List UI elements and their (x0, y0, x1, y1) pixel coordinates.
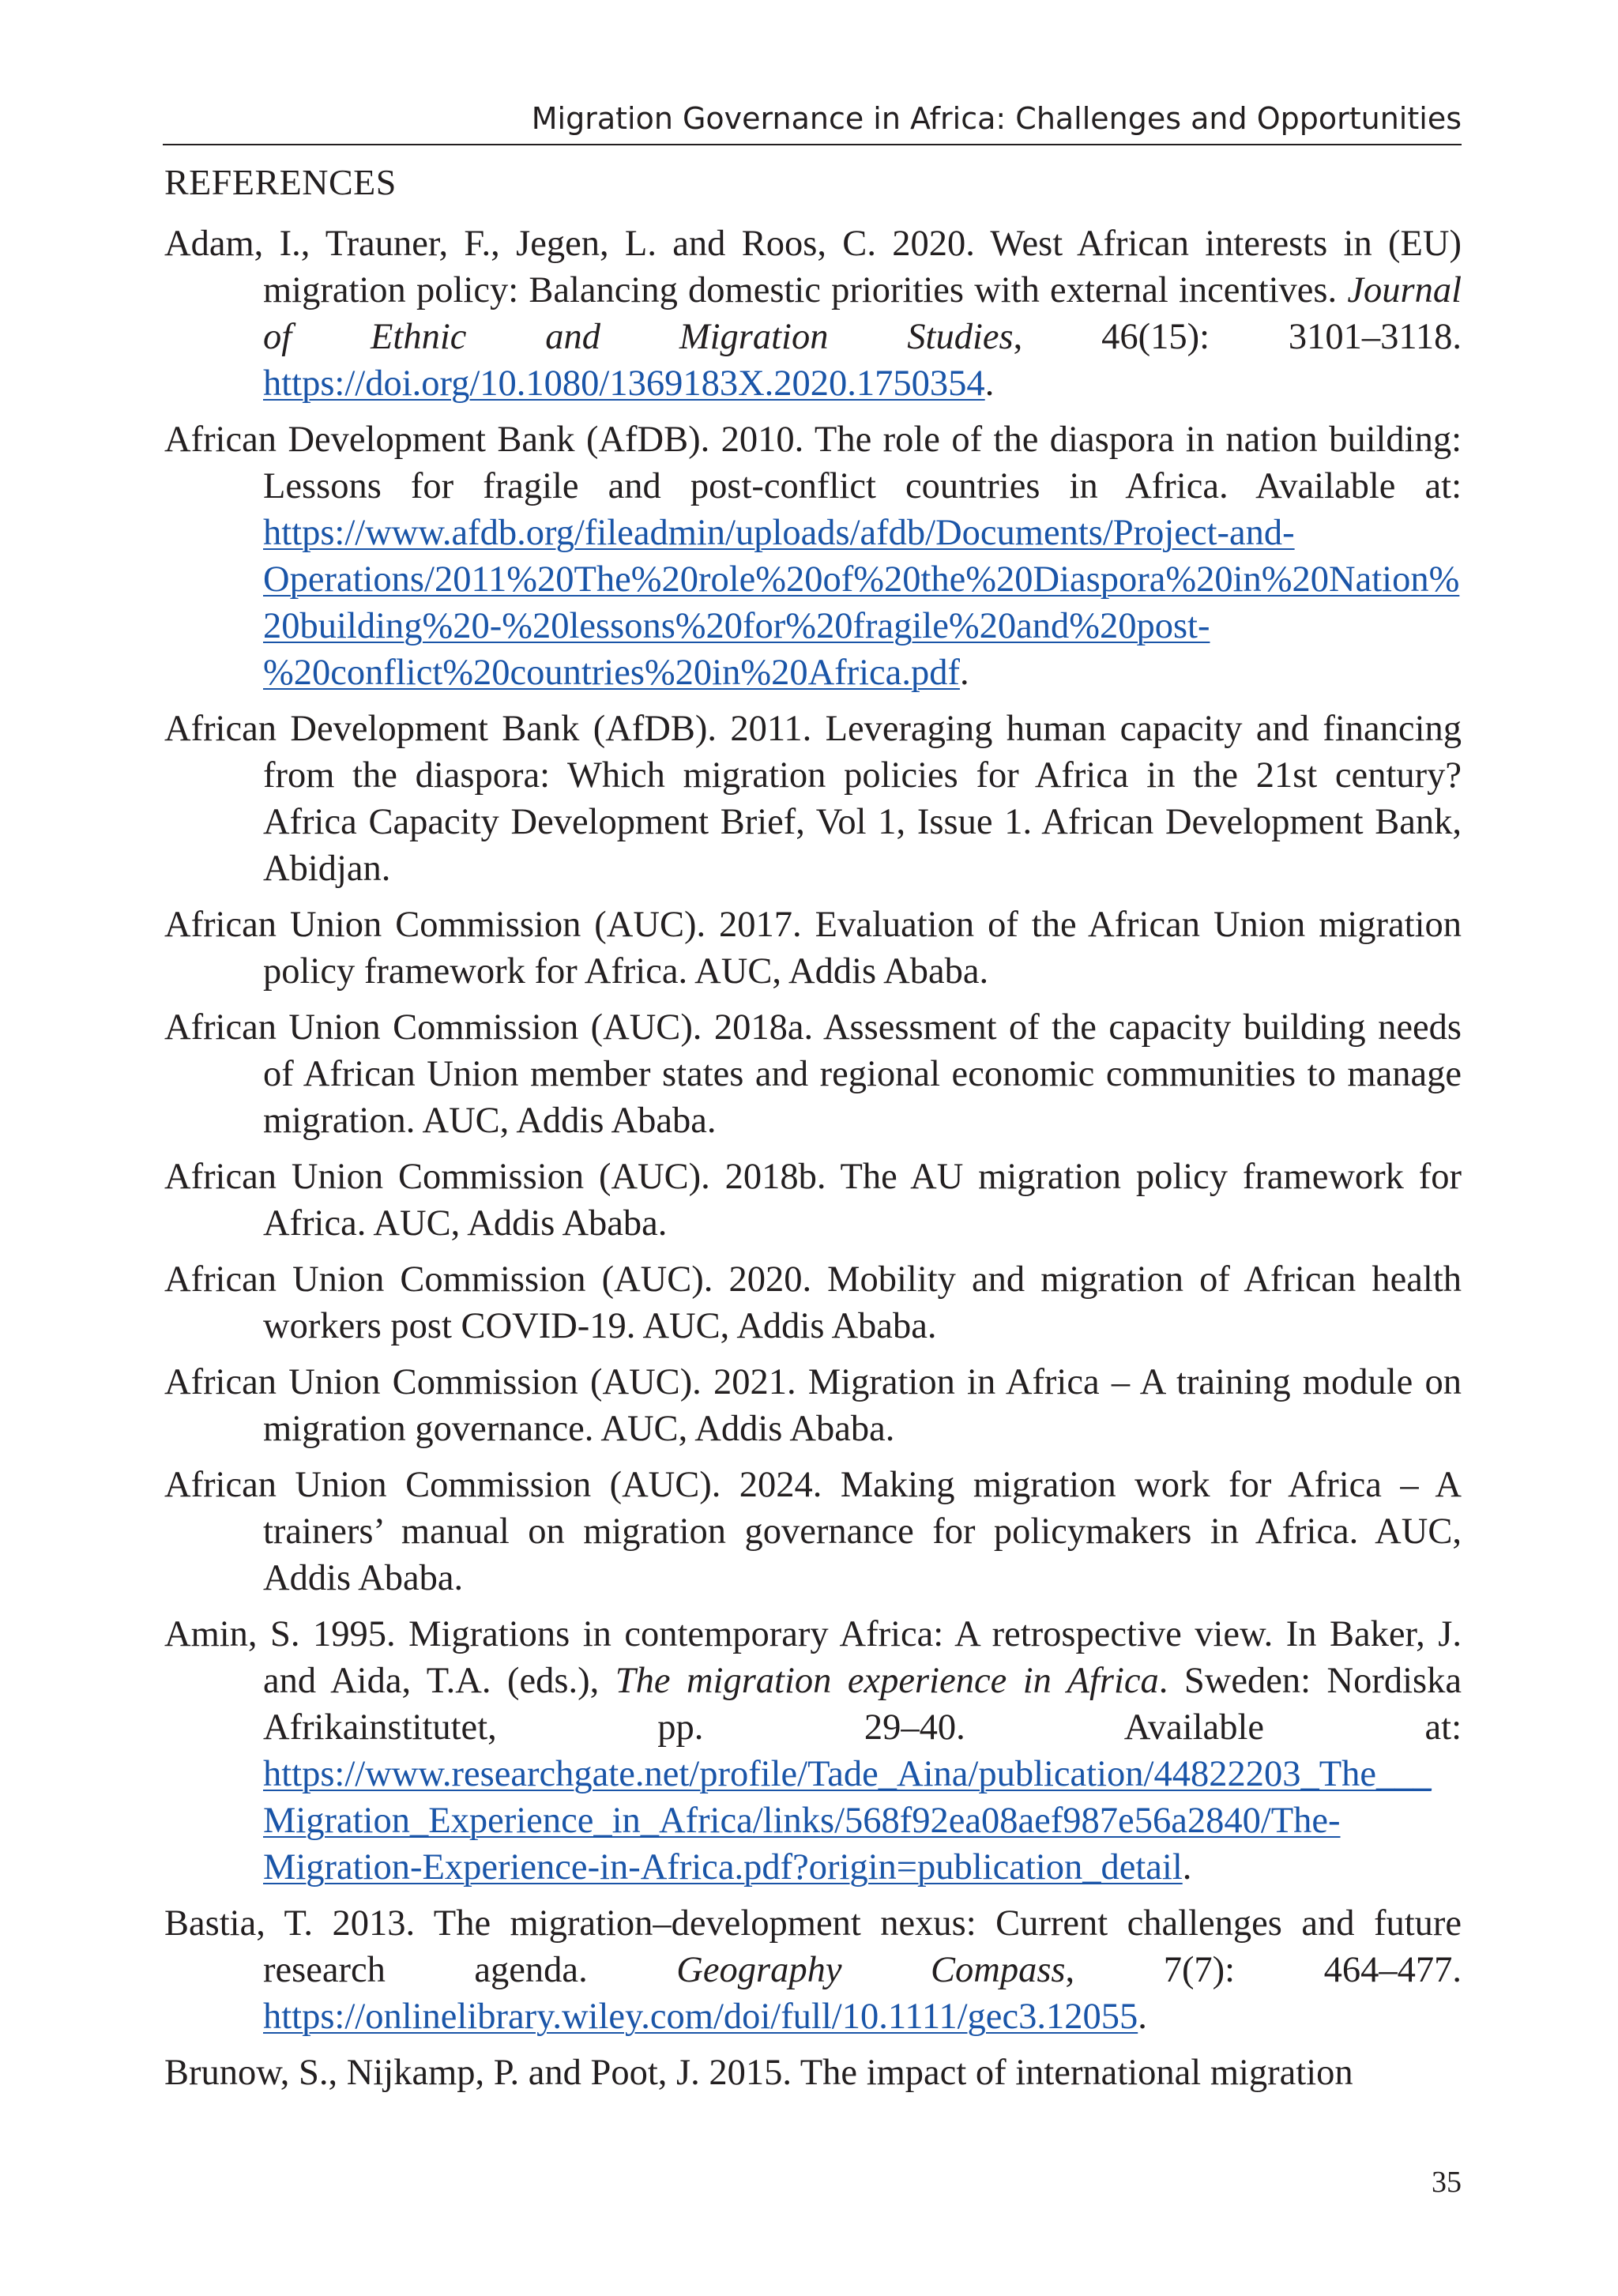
reference-text: Brunow, S., Nijkamp, P. and Poot, J. 2015. The impact of international migration (164, 2053, 1353, 2093)
reference-entry (164, 1154, 1462, 1247)
reference-entry (164, 1900, 1462, 2040)
reference-text: . (1182, 1847, 1192, 1888)
reference-entry (164, 1359, 1462, 1452)
reference-link[interactable]: https://www.researchgate.net/profile/Tade_Aina/publication/44822203_The___Migration_Experience_in_Africa/links/568f92ea08aef987e56a2840/The-Migration-Experience-in-Africa.pdf?origin=publication_detail (263, 1754, 1432, 1888)
reference-text: , 46(15): 3101–3118. (1013, 317, 1462, 357)
reference-text: African Development Bank (AfDB). 2011. Leveraging human capacity and financing from the diaspora: Which migration policies for Africa in the 21st century? Africa Capacity Development Brief, Vol 1, Issue 1. African Development Bank, Abidjan. (164, 709, 1462, 889)
reference-link[interactable]: https://www.afdb.org/fileadmin/uploads/afdb/Documents/Project-and-Operations/2011%20The%20role%20of%20the%20Diaspora%20in%20Nation%20building%20-%20lessons%20for%20fragile%20and%20post-%20conflict%20countries%20in%20Africa.pdf (263, 513, 1460, 693)
reference-entry (164, 706, 1462, 892)
reference-link[interactable]: https://onlinelibrary.wiley.com/doi/full/10.1111/gec3.12055 (263, 1997, 1138, 2037)
reference-text: African Union Commission (AUC). 2018a. Assessment of the capacity building needs of African Union member states and regional economic communities to manage migration. AUC, Addis Ababa. (164, 1007, 1462, 1141)
reference-entry (164, 416, 1462, 696)
reference-list (164, 220, 1462, 2106)
reference-text: . (1138, 1997, 1147, 2037)
reference-text: African Development Bank (AfDB). 2010. The role of the diaspora in nation building: Lessons for fragile and post-conflict countries in Africa. Available at: (164, 420, 1462, 506)
reference-link[interactable]: https://doi.org/10.1080/1369183X.2020.1750354 (263, 363, 985, 404)
page-number: 35 (1432, 2166, 1462, 2199)
reference-text: . Sweden: Nordiska Afrikainstitutet, pp. 29–40. Available at: (263, 1661, 1462, 1748)
reference-text: Bastia, T. 2013. The migration–development nexus: Current challenges and future research agenda. (164, 1903, 1462, 1990)
reference-entry (164, 220, 1462, 407)
reference-entry (164, 901, 1462, 995)
reference-entry (164, 1256, 1462, 1349)
reference-source-title: Geography Compass (676, 1950, 1066, 1990)
reference-entry (164, 2049, 1462, 2096)
reference-text: African Union Commission (AUC). 2017. Evaluation of the African Union migration policy framework for Africa. AUC, Addis Ababa. (164, 905, 1462, 992)
reference-entry (164, 1611, 1462, 1891)
reference-text: African Union Commission (AUC). 2018b. The AU migration policy framework for Africa. AUC, Addis Ababa. (164, 1157, 1462, 1244)
section-heading: REFERENCES (164, 162, 397, 202)
reference-text: African Union Commission (AUC). 2024. Making migration work for Africa – A trainers’ manual on migration governance for policymakers in Africa. AUC, Addis Ababa. (164, 1465, 1462, 1598)
reference-text: Amin, S. 1995. Migrations in contemporary Africa: A retrospective view. In Baker, J. and Aida, T.A. (eds.), (164, 1614, 1462, 1701)
reference-entry (164, 1462, 1462, 1602)
reference-text: . (959, 653, 969, 693)
running-head: Migration Governance in Africa: Challenges and Opportunities (163, 100, 1462, 145)
reference-source-title: Journal of Ethnic and Migration Studies (263, 270, 1462, 357)
reference-source-title: The migration experience in Africa (615, 1661, 1159, 1701)
reference-text: Adam, I., Trauner, F., Jegen, L. and Roos, C. 2020. West African interests in (EU) migration policy: Balancing domestic priorities with external incentives. (164, 224, 1462, 311)
reference-text: . (984, 363, 995, 404)
reference-text: African Union Commission (AUC). 2021. Migration in Africa – A training module on migration governance. AUC, Addis Ababa. (164, 1362, 1462, 1449)
reference-text: , 7(7): 464–477. (1065, 1950, 1462, 1990)
reference-text: African Union Commission (AUC). 2020. Mobility and migration of African health workers post COVID-19. AUC, Addis Ababa. (164, 1259, 1462, 1346)
reference-entry (164, 1004, 1462, 1144)
